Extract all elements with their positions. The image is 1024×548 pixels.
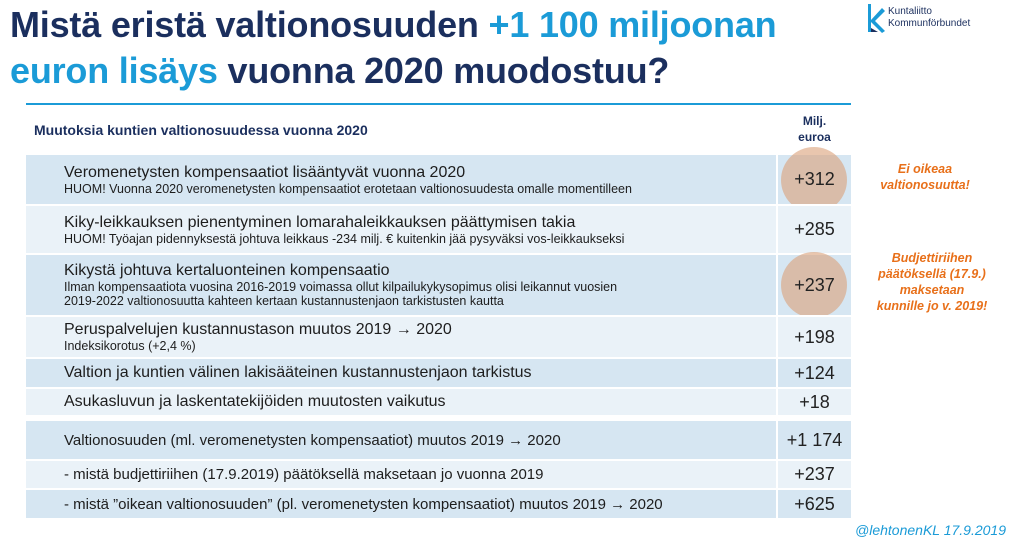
title-accent1: +1 100 miljoonan [488,4,777,45]
row-value: +237 [794,274,835,295]
footer-credit: @lehtonenKL 17.9.2019 [855,522,1006,538]
row-value-cell [778,155,851,204]
note1-line1: Ei oikeaa [897,162,953,176]
header-rule [26,103,851,105]
title-part2: vuonna 2020 muodostuu? [217,50,670,91]
row-value-cell [778,255,851,315]
row-main-text: Kiky-leikkauksen pienentyminen lomarahaleikkauksen päättymisen takia [64,213,576,231]
row-value: +198 [794,326,835,347]
table-row [26,387,851,415]
table-row [26,204,851,253]
row-sub-text: Indeksikorotus (+2,4 %) [64,339,196,353]
row-value: +18 [799,391,830,412]
row-sub-text-2: 2019-2022 valtionosuutta kahteen kertaan kustannustenjaon tarkistusten kautta [64,294,504,308]
row-value-cell [778,359,851,387]
note1-line2: valtionosuutta! [880,178,970,192]
row-value: +312 [794,169,835,189]
table-header-unit [778,113,851,145]
row-value: +285 [794,219,835,239]
row-main-text: Kikystä johtuva kertaluonteinen kompensaatio [64,262,390,279]
kuntaliitto-logo [868,4,1018,36]
note2-line1: Budjettiriihen [891,251,973,265]
kuntaliitto-logo-icon [868,4,886,34]
note-not-real-subsidy [862,161,988,193]
unit-line2: euroa [798,130,831,144]
table-row [26,315,851,357]
row-value-cell [778,206,851,253]
row-value-cell [778,317,851,357]
row-sub-text: HUOM! Vuonna 2020 veromenetysten kompensaatiot erotetaan valtionosuudesta omalle momentilleen [64,181,632,196]
table-header [26,107,851,153]
page-title [10,2,860,94]
unit-line1: Milj. [802,114,827,128]
note2-line4: kunnille jo v. 2019! [876,299,988,313]
table-row [26,153,851,204]
summary-value-cell [778,461,851,488]
row-main-text: Valtion ja kuntien välinen lakisääteinen kustannustenjaon tarkistus [64,364,532,381]
row-main-text: Asukasluvun ja laskentatekijöiden muutosten vaikutus [64,393,446,410]
summary-label: - mistä ”oikean valtionosuuden” (pl. veromenetysten kompensaatiot) muutos 2019 → 2020 [64,495,663,513]
summary-row [26,488,851,518]
summary-value: +625 [794,493,835,514]
summary-row [26,415,851,459]
summary-label: Valtionosuuden (ml. veromenetysten kompensaatiot) muutos 2019 → 2020 [64,431,561,449]
table-row [26,357,851,387]
logo-line2: Kommunförbundet [888,18,971,29]
row-value: +124 [794,362,835,383]
summary-row [26,459,851,488]
table-row [26,253,851,315]
title-part1: Mistä eristä valtionosuuden [10,4,489,45]
summary-value-cell [778,421,851,459]
note2-line3: maksetaan [899,283,965,297]
title-accent2: euron lisäys [10,50,218,91]
summary-value-cell [778,490,851,518]
summary-value: +237 [794,464,835,484]
allocation-table [26,107,851,518]
summary-label: - mistä budjettiriihen (17.9.2019) päätöksellä maksetaan jo vuonna 2019 [64,466,544,483]
row-main-text: Veromenetysten kompensaatiot lisääntyvät vuonna 2020 [64,163,466,181]
summary-value: +1 174 [786,429,843,450]
logo-line1: Kuntaliitto [888,6,932,17]
table-header-label: Muutoksia kuntien valtionosuudessa vuonna 2020 [34,122,368,138]
row-value-cell [778,389,851,415]
note2-line2: päätöksellä (17.9.) [878,267,986,281]
note-budget-decision [856,250,1008,314]
row-sub-text: Ilman kompensaatiota vuosina 2016-2019 voimassa ollut kilpailukykysopimus olisi leikannut vuosien [64,280,618,294]
row-main-text: Peruspalvelujen kustannustason muutos 2019 → 2020 [64,321,452,338]
row-sub-text: HUOM! Työajan pidennyksestä johtuva leikkaus -234 milj. € kuitenkin jää pysyväksi vos-leikkaukseksi [64,231,625,246]
